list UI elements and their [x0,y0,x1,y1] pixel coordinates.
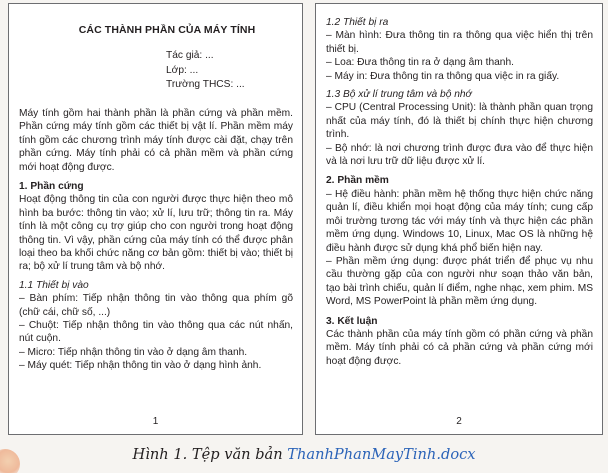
section-software-heading: 2. Phần mềm [326,175,389,187]
author-info [19,49,293,93]
document-page-1 [8,3,303,435]
school-line: Trường THCS: ... [166,79,245,91]
figure-caption [0,446,608,463]
section-conclusion-heading: 3. Kết luận [326,315,378,327]
page-number: 1 [152,415,159,427]
page-number: 2 [456,415,462,427]
list-item: – CPU (Central Processing Unit): là thành phần quan trọng nhất của máy tính, đó là thiết bị chính thực hiện chương trình. [326,102,593,141]
document-page-2 [315,3,603,435]
list-item: – Phần mềm ứng dụng: được phát triển để phục vụ nhu cầu thường gặp của con người như soạn thảo văn bản, tạo bài trình chiếu, quản lí điểm, nghe nhạc, xem phim. MS Word, MS PowerPoint là phần mềm ứng dụng. [326,255,593,308]
author-line: Tác giả: ... [166,50,214,62]
list-item: – Micro: Tiếp nhận thông tin vào ở dạng âm thanh. [19,346,248,358]
section-hardware-heading: 1. Phần cứng [19,180,84,192]
input-devices-heading: 1.1 Thiết bị vào [19,279,89,291]
output-devices-heading: 1.2 Thiết bị ra [326,17,389,28]
list-item: – Máy quét: Tiếp nhận thông tin vào ở dạng hình ảnh. [19,360,262,372]
class-line: Lớp: ... [166,64,199,76]
list-item: – Máy in: Đưa thông tin ra thông qua việc in ra giấy. [326,70,560,82]
document-title: CÁC THÀNH PHẦN CỦA MÁY TÍNH [78,24,256,36]
caption-filename: ThanhPhanMayTinh.docx [287,446,476,463]
list-item: – Chuột: Tiếp nhận thông tin vào thông qua các nút nhấn, nút cuộn. [19,320,293,345]
list-item: – Hệ điều hành: phần mềm hệ thống thực hiện chức năng quản lí, điều khiển mọi hoạt động của máy tính; cung cấp môi trường tương tác với máy tính và thực hiện các phần mềm ứng dụng. Windows 10, Linux, Mac OS là những hệ điều hành được sử dụng khá phổ biến hiện nay. [326,188,593,254]
list-item: – Loa: Đưa thông tin ra ở dạng âm thanh. [326,57,514,69]
list-item: – Bộ nhớ: là nơi chương trình được đưa vào để thực hiện và là nơi lưu trữ dữ liệu được xử lí. [326,142,593,168]
section-conclusion-body: Các thành phần của máy tính gồm có phần cứng và phần mềm. Máy tính phải có cả phần cứng và phần cứng mới hoạt động được. [326,328,593,367]
list-item: – Màn hình: Đưa thông tin ra thông qua việc hiển thị trên thiết bị. [326,30,593,55]
section-hardware-body: Hoạt động thông tin của con người được thực hiện theo mô hình ba bước: thông tin vào; xử lí, lưu trữ; thông tin ra. Máy tính là một công cụ trợ giúp cho con người trong hoạt động thông tin. Vì vậy, phần cứng của máy tính có thể được phân loại theo ba khối chức năng cơ bản gồm: thiết bị vào; thiết bị ra; bộ xử lí trung tâm và bộ nhớ. [19,194,293,273]
caption-prefix: Hình 1. Tệp văn bản [132,446,288,463]
cpu-memory-heading: 1.3 Bộ xử lí trung tâm và bộ nhớ [326,89,472,101]
intro-paragraph: Máy tính gồm hai thành phần là phần cứng và phần mềm. Phần cứng máy tính gồm các thiết bị vật lí. Phần mềm máy tính gồm các chương trình máy tính được cài đặt, chạy trên phần cứng. Máy tính phải có cả phần mềm và phần cứng mới hoạt động được. [19,107,293,173]
list-item: – Bàn phím: Tiếp nhận thông tin vào thông qua phím gõ (chữ cái, chữ số, ...) [19,293,293,318]
